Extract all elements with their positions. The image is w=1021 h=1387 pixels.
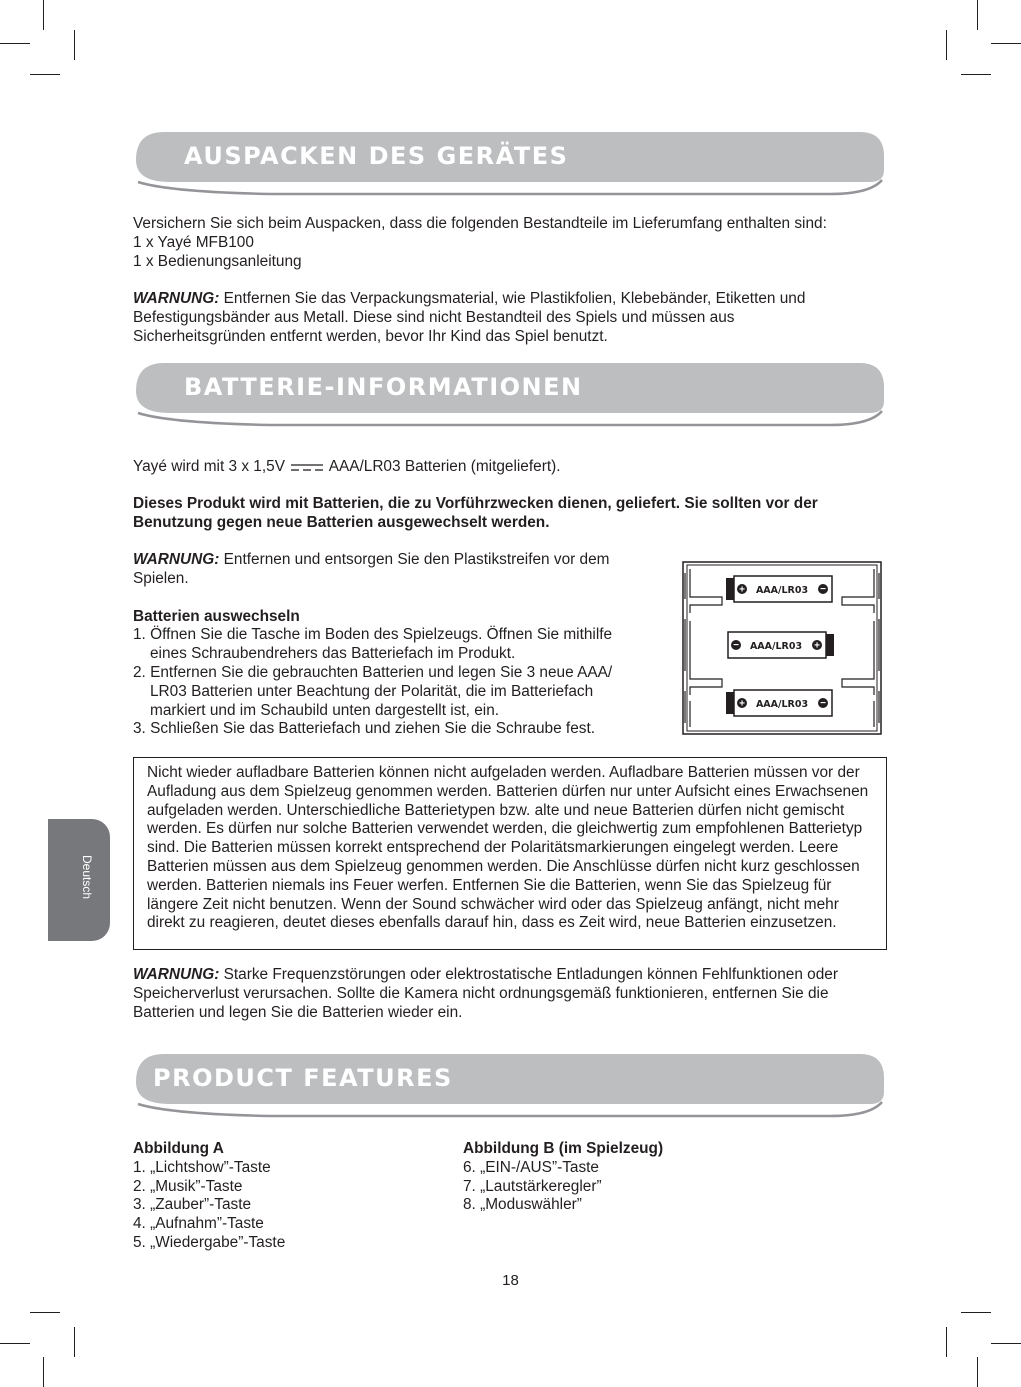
- battery-compartment-diagram: [682, 561, 882, 735]
- svg-text:+: +: [739, 698, 745, 710]
- features-column-a: [133, 1140, 285, 1253]
- section-banner-battery: [130, 361, 890, 431]
- crop-mark: [991, 1343, 1021, 1344]
- features-column-b: [463, 1140, 663, 1215]
- crop-mark: [43, 0, 44, 30]
- section-title: BATTERIE-INFORMATIONEN: [184, 373, 583, 401]
- crop-mark: [43, 1357, 44, 1387]
- crop-mark: [977, 1357, 978, 1387]
- feature-item: 4. „Aufnahm”-Taste: [133, 1215, 264, 1233]
- feature-item: 3. „Zauber”-Taste: [133, 1196, 252, 1214]
- replace-step: 1. Öffnen Sie die Tasche im Boden des Spielzeugs. Öffnen Sie mithilfe eines Schraubendrehers das Batteriefach im Produkt.: [133, 626, 613, 663]
- crop-mark: [946, 1327, 947, 1357]
- feature-item: 1. „Lichtshow”-Taste: [133, 1158, 271, 1176]
- battery-label: AAA/LR03: [749, 641, 803, 652]
- crop-mark: [30, 1312, 60, 1313]
- interference-warning: [133, 966, 878, 1022]
- crop-mark: [30, 74, 60, 75]
- battery-label: AAA/LR03: [755, 585, 809, 596]
- warning-label: WARNUNG:: [133, 551, 220, 568]
- demo-battery-note: Dieses Produkt wird mit Batterien, die zu Vorführzwecken dienen, geliefert. Sie sollten vor der Benutzung gegen neue Batterien ausgewechselt werden.: [133, 495, 818, 531]
- unpacking-text: [133, 215, 833, 347]
- column-heading: Abbildung B (im Spielzeug): [463, 1140, 664, 1157]
- feature-item: 6. „EIN-/AUS”-Taste: [463, 1158, 599, 1176]
- battery-label: AAA/LR03: [755, 699, 809, 710]
- svg-text:−: −: [733, 640, 739, 651]
- dc-voltage-icon: [291, 463, 323, 471]
- column-heading: Abbildung A: [133, 1140, 224, 1157]
- svg-text:+: +: [739, 584, 745, 596]
- section-banner-unpacking: [130, 130, 890, 200]
- battery-supply-line: [133, 458, 561, 477]
- warning-label: WARNUNG:: [133, 966, 220, 983]
- page-number: 18: [502, 1272, 519, 1289]
- crop-mark: [961, 74, 991, 75]
- feature-item: 8. „Moduswähler”: [463, 1196, 582, 1214]
- supply-text: Yayé wird mit 3 x 1,5V: [133, 458, 285, 475]
- battery-safety-text: Nicht wieder aufladbare Batterien können nicht aufgeladen werden. Aufladbare Batterien müssen vor der Aufladung aus dem Spielzeug genommen werden. Batterien dürfen nur unter Aufsicht eines Erwachsenen aufgeladen werden. Unterschiedliche Batterietypen bzw. alte und neue Batterien dürfen nicht gemischt werden. Es dürfen nur solche Batterien verwendet werden, die gleichwertig zum empfohlenen Batterietyp sind. Die Batterien müssen korrekt entsprechend der Polaritätsmarkierungen eingelegt werden. Leere Batterien müssen aus dem Spielzeug genommen werden. Die Anschlüsse dürfen nicht kurz geschlossen werden. Batterien niemals ins Feuer werfen. Entfernen Sie die Batterien, wenn Sie das Spielzeug für längere Zeit nicht benutzen. Wenn der Sound schwächer wird oder das Spielzeug anfängt, nicht mehr direkt zu reagieren, deutet dieses ebenfalls darauf hin, dass es Zeit wird, neue Batterien einzusetzen.: [147, 764, 869, 932]
- warning-text: Entfernen Sie das Verpackungsmaterial, wie Plastikfolien, Klebebänder, Etiketten und Befestigungsbänder aus Metall. Diese sind nicht Bestandteil des Spiels und müssen aus Sicherheitsgründen entfernt werden, bevor Ihr Kind das Spiel benutzt.: [133, 290, 806, 345]
- feature-item: 2. „Musik”-Taste: [133, 1177, 243, 1195]
- replace-step: 3. Schließen Sie das Batteriefach und ziehen Sie die Schraube fest.: [133, 720, 596, 738]
- contents-item: 1 x Yayé MFB100: [133, 233, 254, 251]
- battery-instructions: [133, 551, 653, 739]
- crop-mark: [74, 30, 75, 60]
- svg-text:−: −: [820, 584, 826, 595]
- contents-item: 1 x Bedienungsanleitung: [133, 252, 302, 270]
- unpacking-intro: Versichern Sie sich beim Auspacken, dass die folgenden Bestandteile im Lieferumfang enthalten sind:: [133, 215, 827, 232]
- svg-text:+: +: [814, 640, 820, 652]
- battery-warning: [133, 551, 653, 589]
- side-tab-label: Deutsch: [80, 855, 94, 900]
- section-title: PRODUCT FEATURES: [153, 1064, 453, 1092]
- crop-mark: [991, 43, 1021, 44]
- crop-mark: [0, 1343, 30, 1344]
- language-side-tab: [48, 819, 110, 941]
- crop-mark: [977, 0, 978, 30]
- crop-mark: [946, 30, 947, 60]
- feature-item: 7. „Lautstärkeregler”: [463, 1177, 602, 1195]
- unpacking-warning: [133, 290, 833, 346]
- feature-item: 5. „Wiedergabe”-Taste: [133, 1233, 286, 1251]
- crop-mark: [0, 43, 30, 44]
- section-title: AUSPACKEN DES GERÄTES: [184, 142, 569, 170]
- warning-label: WARNUNG:: [133, 290, 220, 308]
- replace-heading: Batterien auswechseln: [133, 607, 300, 625]
- svg-text:−: −: [820, 698, 826, 709]
- warning-text: Starke Frequenzstörungen oder elektrostatische Entladungen können Fehlfunktionen oder Speicherverlust verursachen. Sollte die Kamera nicht ordnungsgemäß funktionieren, entfernen Sie die Batterien und legen Sie die Batterien wieder ein.: [133, 966, 838, 1021]
- warning-text: Entfernen und entsorgen Sie den Plastikstreifen vor dem Spielen.: [133, 551, 610, 587]
- section-banner-features: [130, 1052, 890, 1122]
- crop-mark: [74, 1327, 75, 1357]
- replace-step: 2. Entfernen Sie die gebrauchten Batterien und legen Sie 3 neue AAA/ LR03 Batterien unter Beachtung der Polarität, die im Batteriefach markiert und im Schaubild unten dargestellt ist, ein.: [133, 663, 613, 719]
- supply-text: AAA/LR03 Batterien (mitgeliefert).: [328, 458, 561, 475]
- battery-safety-box: [133, 757, 887, 950]
- crop-mark: [961, 1312, 991, 1313]
